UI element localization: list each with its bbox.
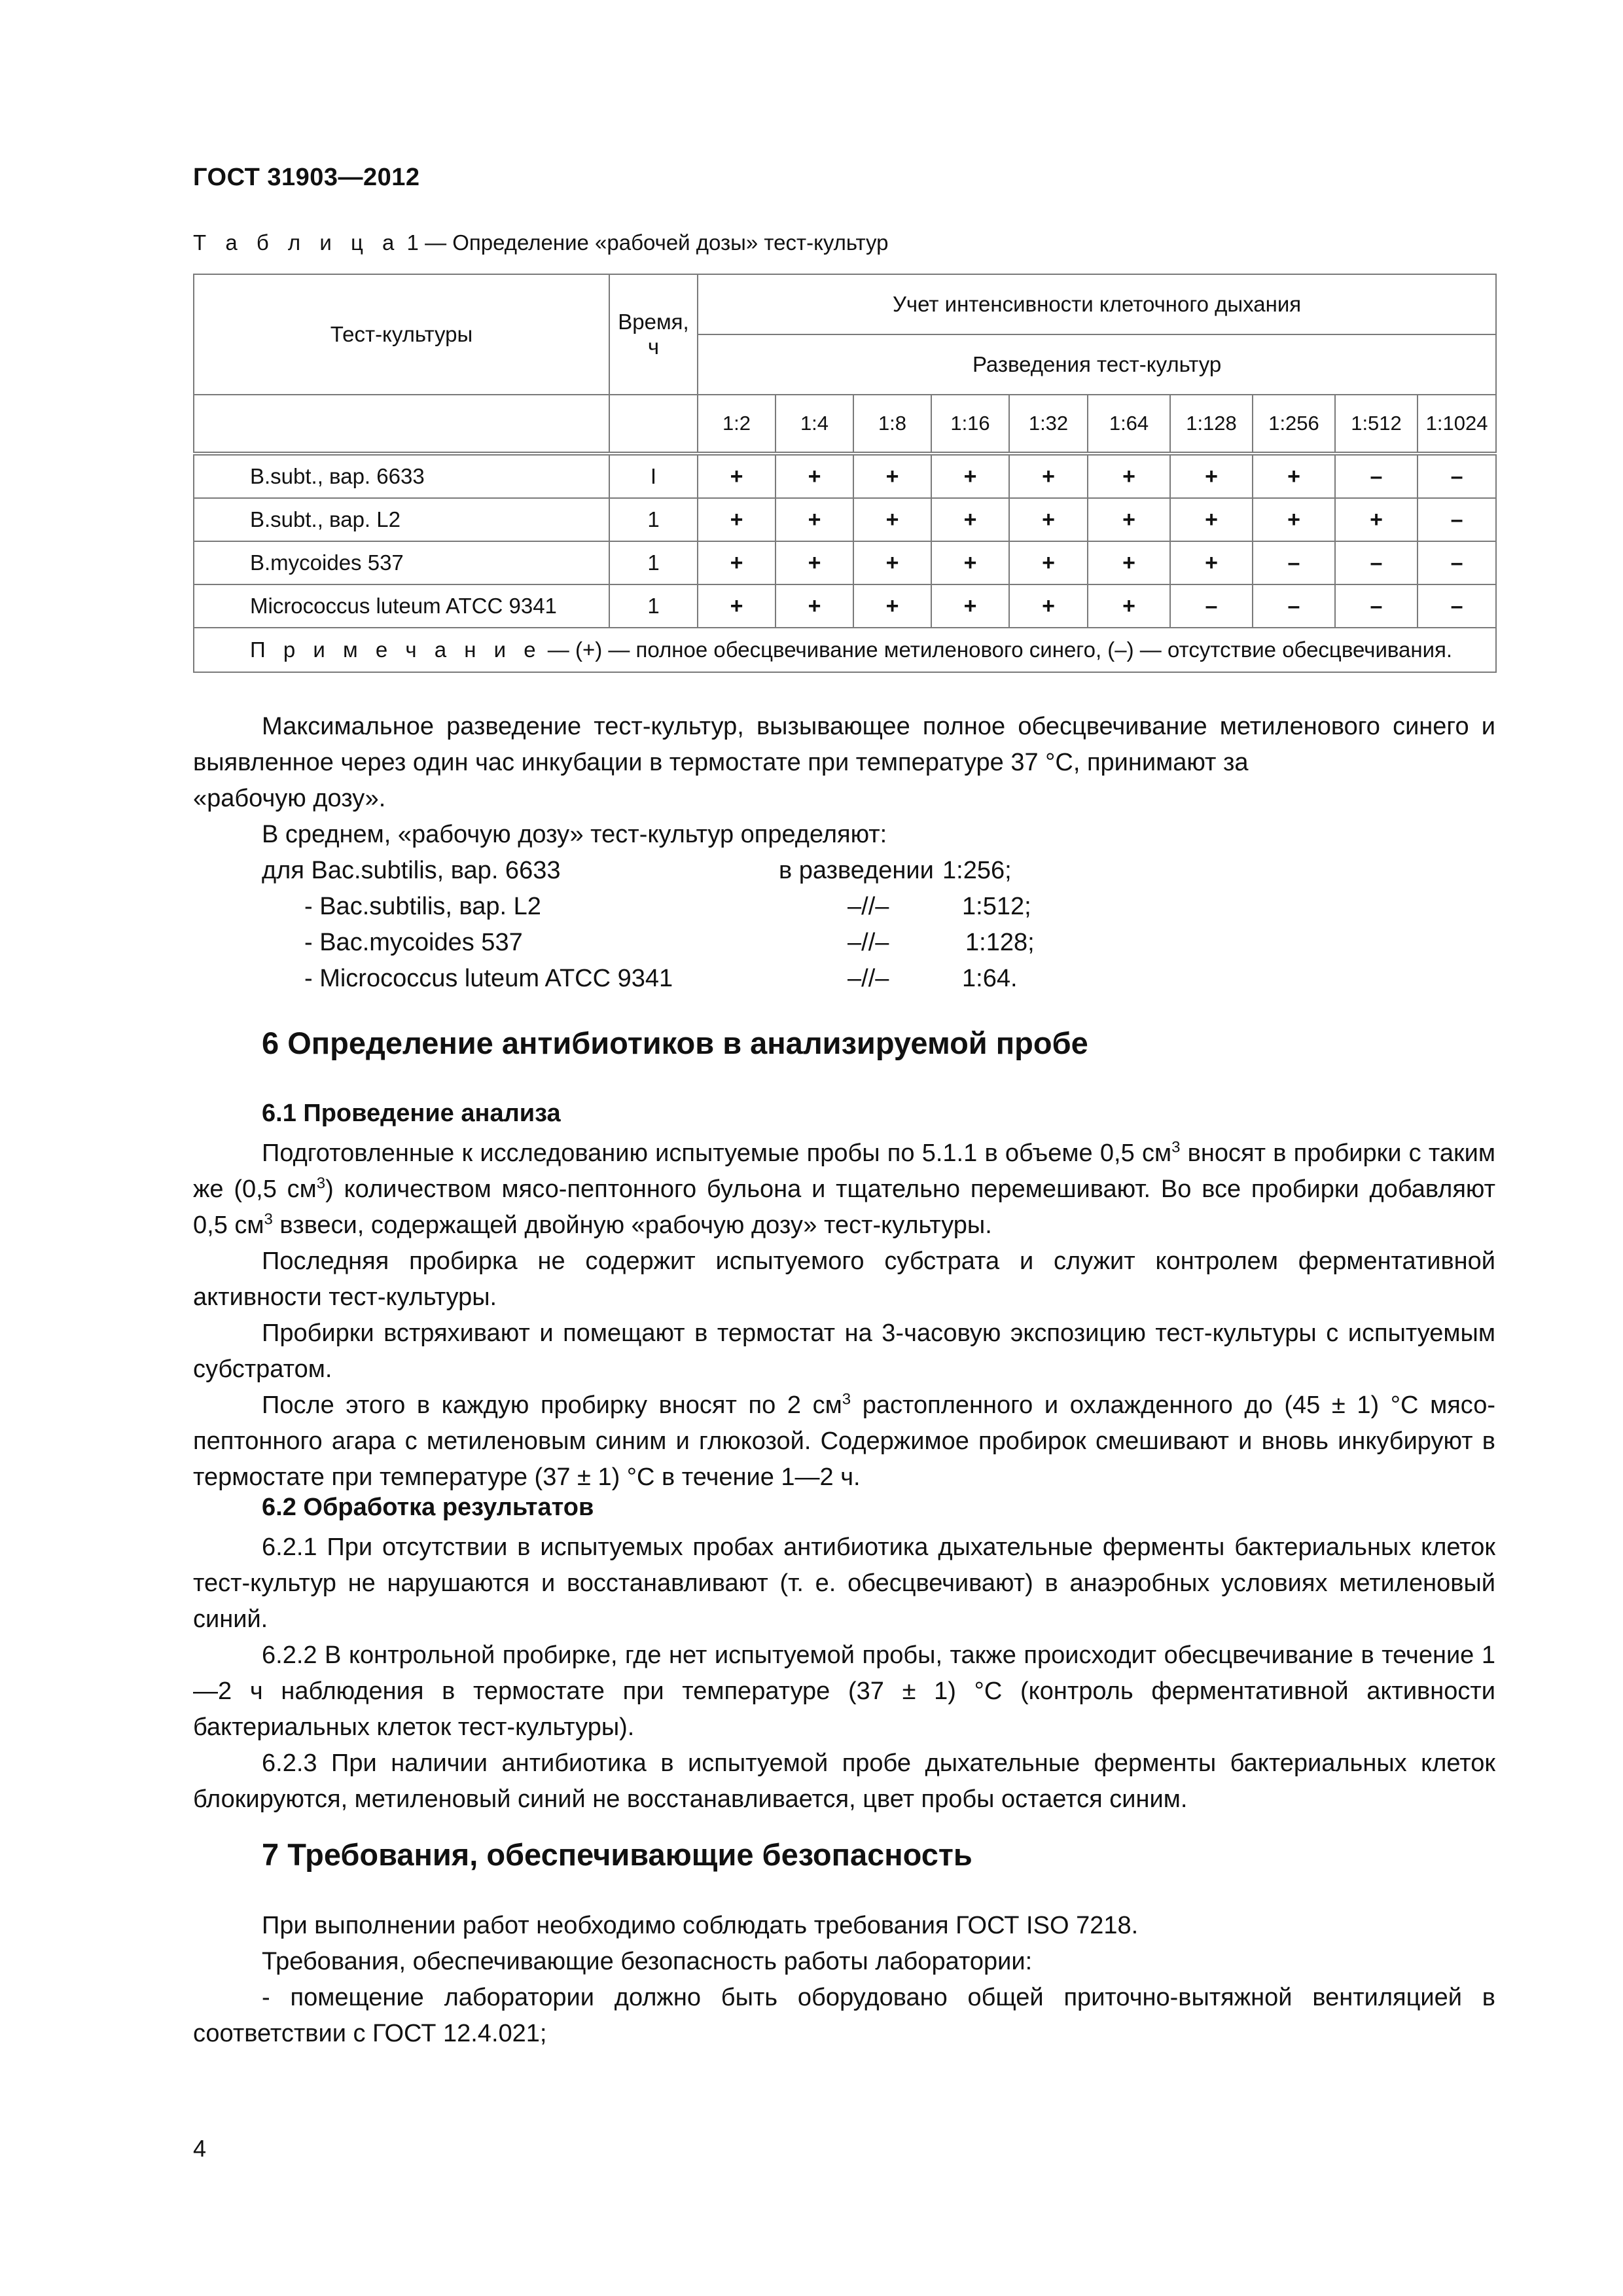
result-mark: – [1418, 498, 1496, 541]
result-mark: + [1088, 584, 1170, 628]
dilution-header: 1:64 [1088, 395, 1170, 454]
result-mark: + [853, 541, 931, 584]
result-mark: + [1088, 454, 1170, 498]
culture-name: Micrococcus luteum ATCC 9341 [194, 584, 609, 628]
table-row [194, 498, 1496, 541]
dose-mark: –//– [847, 965, 889, 992]
result-mark: + [1335, 498, 1418, 541]
header-empty-cell [609, 395, 698, 454]
time-cell: I [609, 454, 698, 498]
dose-culture: - Micrococcus luteum ATCC 9341 [304, 965, 673, 992]
header-empty-cell [194, 395, 609, 454]
dilution-header: 1:128 [1170, 395, 1253, 454]
result-mark: + [931, 584, 1009, 628]
section-6-1-paragraph-2: Последняя пробирка не содержит испытуемого субстрата и служит контролем ферментативной активности тест-культуры. [193, 1247, 1495, 1311]
result-mark: + [1009, 498, 1088, 541]
culture-name: B.subt., вар. 6633 [194, 454, 609, 498]
document-header: ГОСТ 31903—2012 [193, 164, 420, 191]
result-mark: – [1418, 584, 1496, 628]
dilution-header: 1:512 [1335, 395, 1418, 454]
dose-culture: - Bac.mycoides 537 [304, 929, 523, 956]
result-mark: + [1009, 541, 1088, 584]
result-mark: – [1335, 584, 1418, 628]
dilution-header: 1:256 [1253, 395, 1335, 454]
paragraph-6-2-3: 6.2.3 При наличии антибиотика в испытуемой пробе дыхательные ферменты бактериальных клеток блокируются, метиленовый синий не восстанавливается, цвет пробы остается синим. [193, 1749, 1495, 1813]
result-mark: – [1253, 584, 1335, 628]
result-mark: + [1009, 454, 1088, 498]
dilution-header: 1:32 [1009, 395, 1088, 454]
time-cell: 1 [609, 584, 698, 628]
dose-value: 1:64. [962, 965, 1018, 992]
dose-mark: –//– [847, 929, 889, 956]
table-note-label: П р и м е ч а н и е [250, 637, 542, 662]
table-row [194, 584, 1496, 628]
table-note [194, 628, 1496, 672]
result-mark: – [1335, 541, 1418, 584]
subsection-6-1-title: 6.1 Проведение анализа [262, 1100, 561, 1127]
result-mark: + [853, 584, 931, 628]
section-6-title: 6 Определение антибиотиков в анализируемой пробе [262, 1026, 1088, 1060]
max-dilution-block [193, 709, 1495, 853]
result-mark: + [1088, 541, 1170, 584]
paragraph-6-2-1: 6.2.1 При отсутствии в испытуемых пробах антибиотика дыхательные ферменты бактериальных клеток тест-культур не нарушаются и восстанавливают (т. е. обесцвечивают) в анаэробных условиях метиленовый синий. [193, 1534, 1495, 1633]
table-row [194, 454, 1496, 498]
dose-value: 1:256; [942, 857, 1012, 884]
time-cell: 1 [609, 498, 698, 541]
dilution-header: 1:4 [776, 395, 853, 454]
result-mark: + [698, 584, 776, 628]
section-6-1-paragraph-4: После этого в каждую пробирку вносят по 2 $см^3$ растопленного и охлажденного до (45 ± 1) °С мясо-пептонного агара с метиленовым синим и глюкозой. Содержимое пробирок смешивают и вновь инкубируют в термостате при температуре (37 ± 1) °С в течение 1—2 ч. [193, 1390, 1495, 1491]
max-dilution-paragraph-end: «рабочую дозу». [193, 785, 386, 812]
result-mark: + [1009, 584, 1088, 628]
result-mark: + [931, 541, 1009, 584]
result-mark: + [698, 498, 776, 541]
table-row [194, 541, 1496, 584]
result-mark: + [1253, 454, 1335, 498]
section-7-paragraph-1: При выполнении работ необходимо соблюдать требования ГОСТ ISO 7218. [262, 1912, 1139, 1939]
dilution-header: 1:1024 [1418, 395, 1496, 454]
header-time: Время, ч [609, 274, 698, 395]
result-mark: + [931, 454, 1009, 498]
table-caption-text: 1 — Определение «рабочей дозы» тест-культур [401, 230, 889, 255]
section-7-title: 7 Требования, обеспечивающие безопасность [262, 1837, 972, 1872]
result-mark: + [1170, 541, 1253, 584]
time-cell: 1 [609, 541, 698, 584]
section-7-paragraph-2: Требования, обеспечивающие безопасность работы лаборатории: [262, 1948, 1033, 1975]
section-6-1-body [193, 1136, 1495, 1496]
table-caption [193, 230, 889, 255]
max-dilution-paragraph: Максимальное разведение тест-культур, вызывающее полное обесцвечивание метиленового синего и выявленное через один час инкубации в термостате при температуре 37 °С, принимают за [193, 713, 1495, 776]
header-dilutions: Разведения тест-культур [698, 334, 1496, 395]
result-mark: + [853, 498, 931, 541]
table-caption-label: Т а б л и ц а [193, 230, 401, 255]
result-mark: – [1418, 454, 1496, 498]
result-mark: + [776, 541, 853, 584]
result-mark: + [698, 454, 776, 498]
paragraph-6-2-2: 6.2.2 В контрольной пробирке, где нет испытуемой пробы, также происходит обесцвечивание в течение 1—2 ч наблюдения в термостате при температуре (37 ± 1) °С (контроль ферментативной активности бактериальных клеток тест-культуры). [193, 1641, 1495, 1741]
result-mark: + [931, 498, 1009, 541]
result-mark: + [1253, 498, 1335, 541]
result-mark: + [776, 454, 853, 498]
culture-name: B.subt., вар. L2 [194, 498, 609, 541]
result-mark: + [1170, 454, 1253, 498]
dilution-header: 1:16 [931, 395, 1009, 454]
dilution-header: 1:2 [698, 395, 776, 454]
result-mark: + [698, 541, 776, 584]
section-7-body [193, 1908, 1495, 2052]
table-note-text: — (+) — полное обесцвечивание метиленового синего, (–) — отсутствие обесцвечивания. [541, 637, 1453, 662]
dose-culture: для Bac.subtilis, вар. 6633 [262, 857, 561, 884]
dose-value: 1:128; [965, 929, 1035, 956]
page-number: 4 [193, 2135, 207, 2162]
header-respiration: Учет интенсивности клеточного дыхания [698, 274, 1496, 334]
result-mark: + [853, 454, 931, 498]
section-6-1-paragraph-3: Пробирки встряхивают и помещают в термостат на 3-часовую экспозицию тест-культуры с испытуемым субстратом. [193, 1319, 1495, 1383]
result-mark: – [1253, 541, 1335, 584]
result-mark: – [1418, 541, 1496, 584]
dose-mark: –//– [847, 893, 889, 920]
subsection-6-2-title: 6.2 Обработка результатов [262, 1494, 594, 1521]
result-mark: – [1335, 454, 1418, 498]
dilution-header: 1:8 [853, 395, 931, 454]
dose-value: 1:512; [962, 893, 1031, 920]
dose-table [193, 274, 1497, 673]
section-7-paragraph-3: - помещение лаборатории должно быть оборудовано общей приточно-вытяжной вентиляцией в соответствии с ГОСТ 12.4.021; [193, 1984, 1495, 2047]
header-culture: Тест-культуры [194, 274, 609, 395]
result-mark: + [1088, 498, 1170, 541]
dose-culture: - Bac.subtilis, вар. L2 [304, 893, 541, 920]
culture-name: B.mycoides 537 [194, 541, 609, 584]
result-mark: + [1170, 498, 1253, 541]
result-mark: + [776, 498, 853, 541]
section-6-2-body [193, 1530, 1495, 1818]
result-mark: – [1170, 584, 1253, 628]
dose-mark: в разведении [779, 857, 934, 884]
average-dose-paragraph: В среднем, «рабочую дозу» тест-культур определяют: [262, 821, 887, 848]
section-6-1-paragraph-1: Подготовленные к исследованию испытуемые пробы по 5.1.1 в объеме 0,5 $см^3$ вносят в пробирки с таким же (0,5 $см^3$) количеством мясо-пептонного бульона и тщательно перемешивают. Во все пробирки добавляют 0,5 $см^3$ взвеси, содержащей двойную «рабочую дозу» тест-культуры. [193, 1138, 1495, 1239]
result-mark: + [776, 584, 853, 628]
